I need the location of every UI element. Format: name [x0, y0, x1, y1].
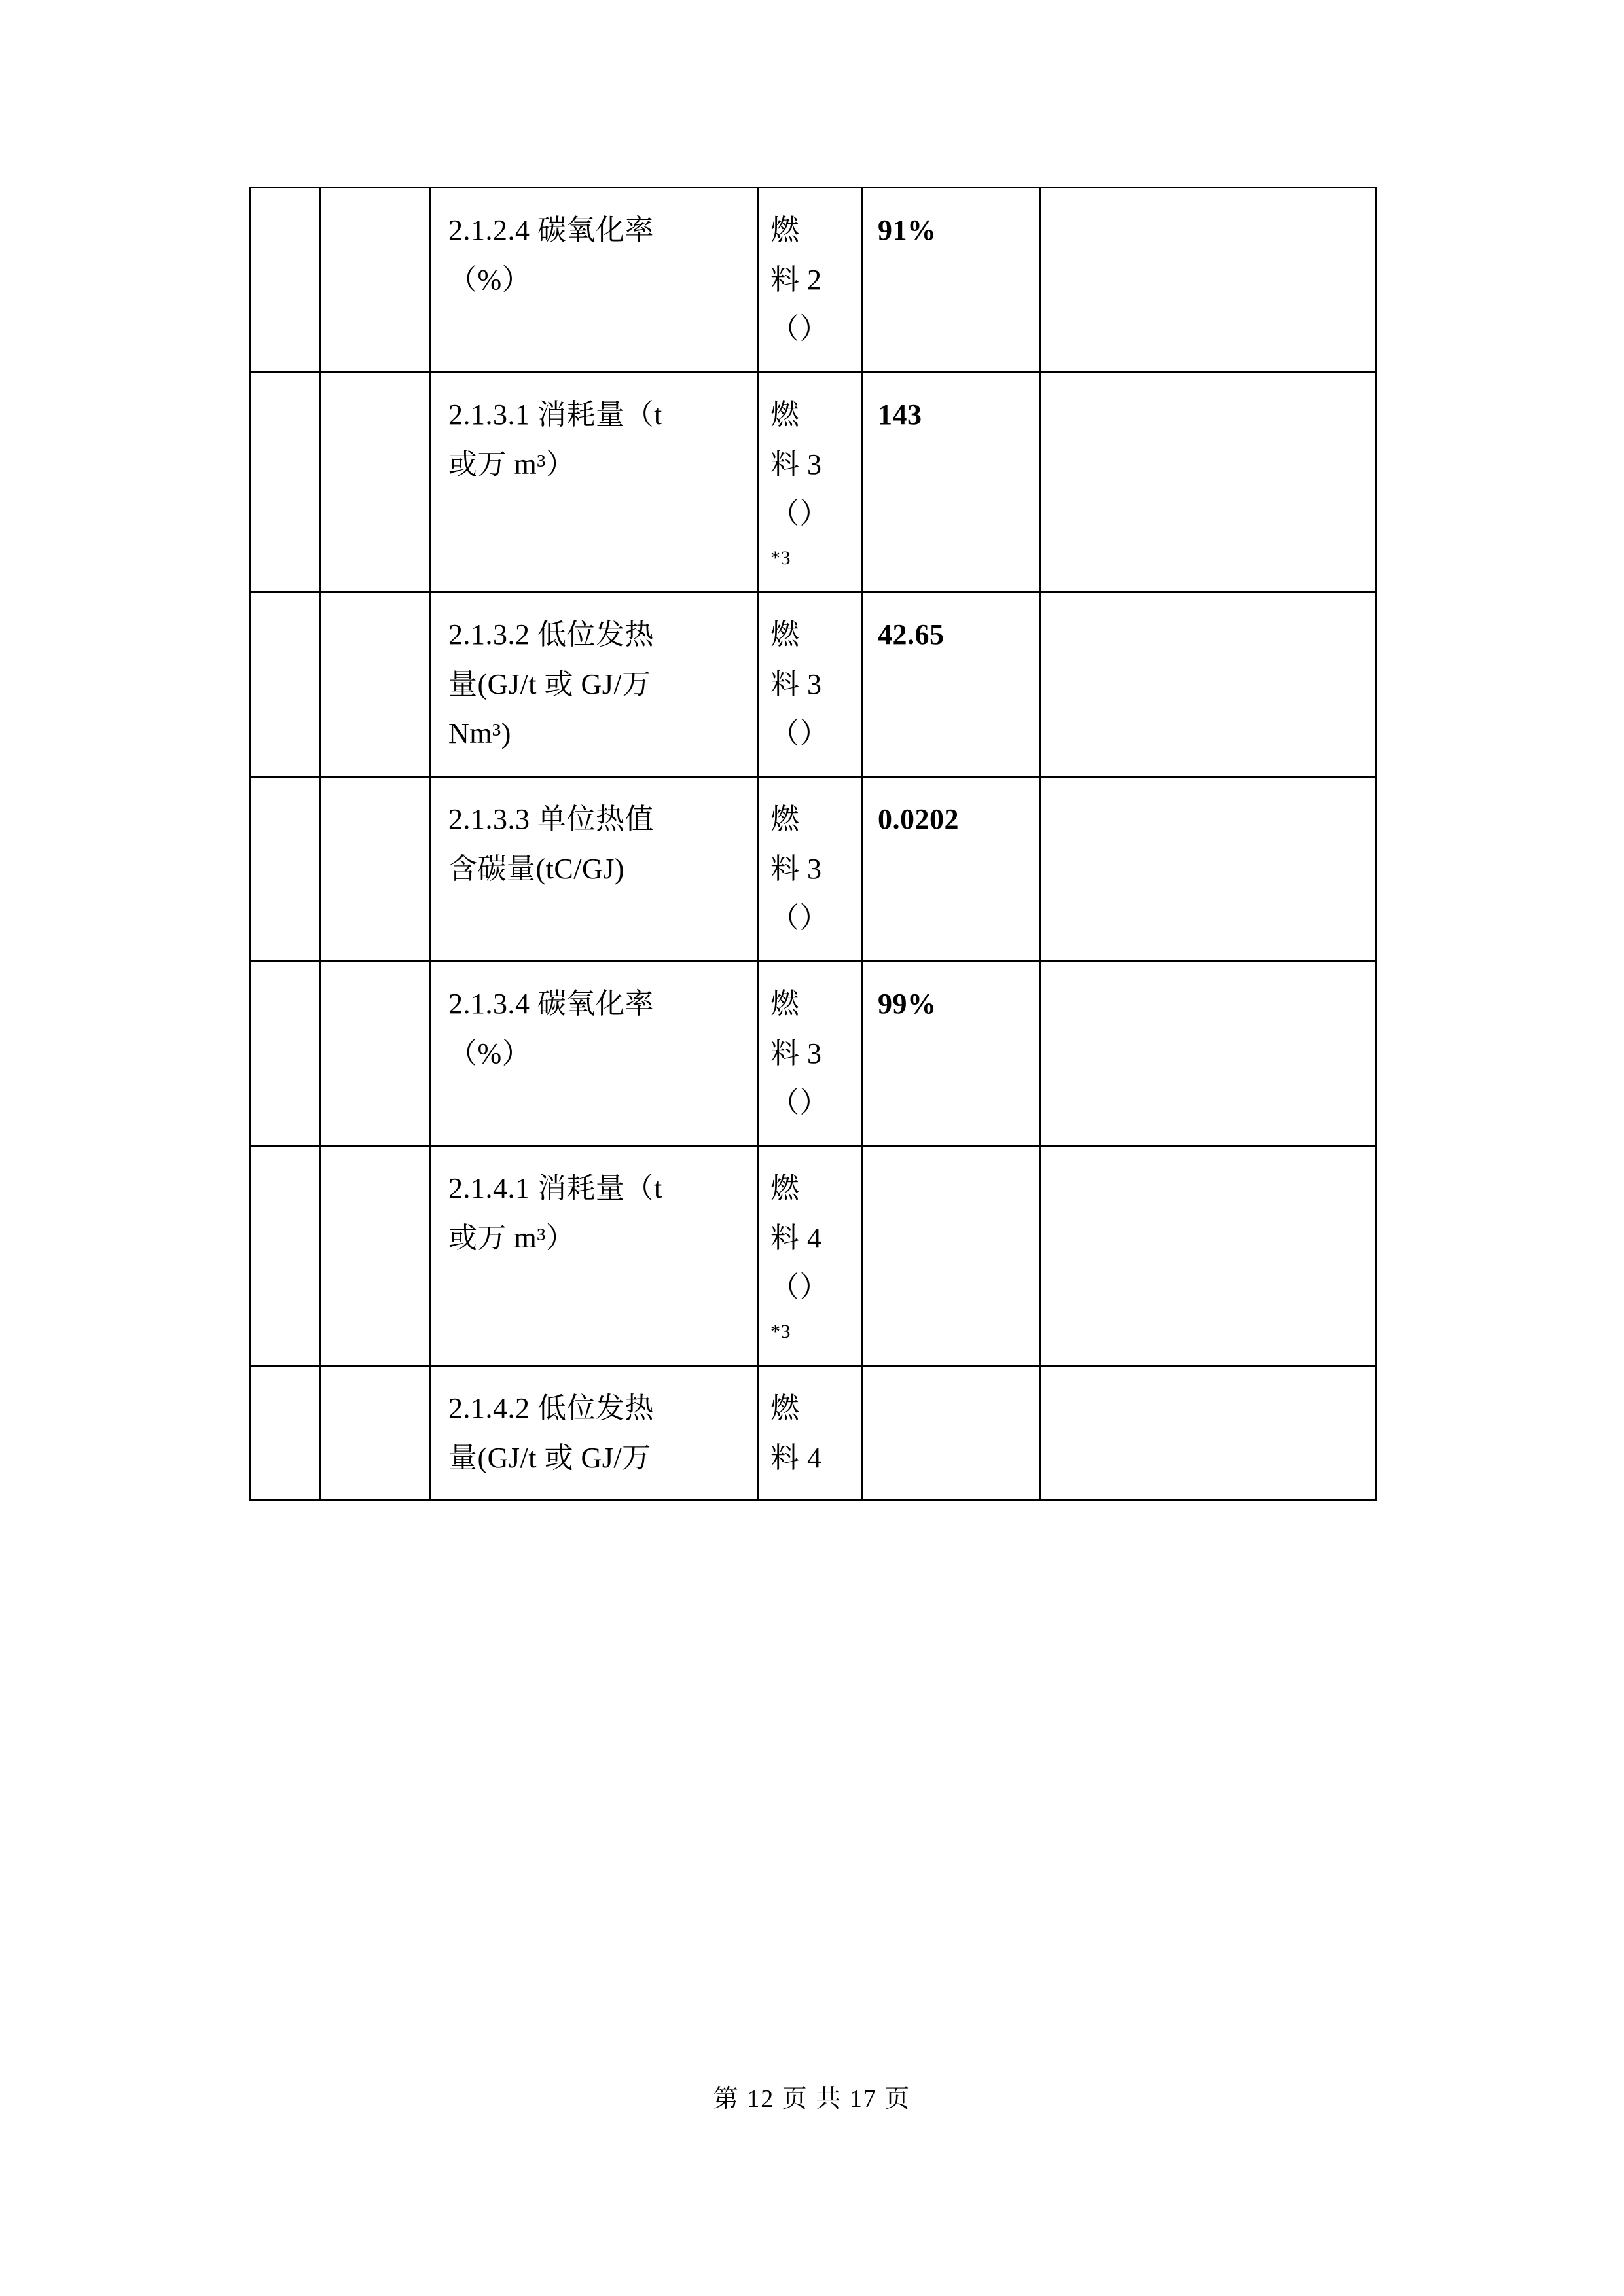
row-item-cell	[431, 961, 758, 1146]
fuel-line: 料 3	[770, 448, 822, 480]
row-remark-cell	[1041, 1146, 1376, 1366]
table-body	[250, 188, 1376, 1501]
row-index-cell	[250, 372, 321, 592]
row-value-cell	[863, 592, 1041, 777]
row-item-text	[431, 373, 757, 506]
item-line: 2.1.3.2 低位发热	[448, 619, 654, 651]
row-fuel-text	[759, 188, 861, 371]
fuel-line: 料 3	[770, 852, 822, 885]
fuel-line: （）	[770, 902, 829, 935]
row-fuel-text	[759, 1147, 861, 1365]
row-remark-text	[1041, 962, 1375, 996]
fuel-line: 料 3	[770, 1037, 822, 1069]
row-item-text	[431, 188, 757, 321]
item-line: 量(GJ/t 或 GJ/万	[448, 1441, 651, 1474]
row-category-cell	[321, 592, 431, 777]
row-value-cell	[863, 961, 1041, 1146]
row-remark-cell	[1041, 372, 1376, 592]
row-item-text	[431, 1147, 757, 1280]
row-value-text: 99%	[878, 988, 937, 1020]
fuel-footnote: *3	[770, 547, 791, 569]
table-row	[250, 188, 1376, 372]
row-remark-text	[1041, 778, 1375, 812]
fuel-line: 燃	[770, 1392, 800, 1425]
row-item-cell	[431, 1146, 758, 1366]
row-remark-text	[1041, 1367, 1375, 1401]
row-category-text	[321, 1147, 429, 1181]
row-item-text	[431, 593, 757, 776]
row-value-cell	[863, 777, 1041, 961]
item-line: 2.1.4.2 低位发热	[448, 1392, 654, 1425]
row-remark-text	[1041, 1147, 1375, 1181]
row-item-text	[431, 778, 757, 910]
row-fuel-text	[759, 778, 861, 960]
fuel-line: 燃	[770, 399, 800, 431]
row-fuel-cell	[758, 777, 863, 961]
row-index-text	[251, 962, 319, 996]
row-item-text	[431, 962, 757, 1095]
item-line: 或万 m³）	[448, 1221, 575, 1254]
fuel-line: （）	[770, 1086, 829, 1119]
row-category-cell	[321, 1366, 431, 1501]
fuel-line: 燃	[770, 619, 800, 651]
row-category-cell	[321, 1146, 431, 1366]
fuel-line: （）	[770, 717, 829, 750]
table-row	[250, 372, 1376, 592]
row-remark-cell	[1041, 1366, 1376, 1501]
row-fuel-cell	[758, 961, 863, 1146]
row-value-text: 0.0202	[878, 803, 959, 836]
table-row	[250, 1146, 1376, 1366]
row-value-cell	[863, 372, 1041, 592]
row-index-cell	[250, 592, 321, 777]
row-index-cell	[250, 961, 321, 1146]
row-value-text	[863, 1147, 1039, 1181]
row-value-cell	[863, 188, 1041, 372]
table-row	[250, 777, 1376, 961]
row-fuel-text	[759, 373, 861, 591]
row-remark-text	[1041, 188, 1375, 223]
row-item-cell	[431, 188, 758, 372]
item-line: 或万 m³）	[448, 448, 575, 480]
fuel-line: （）	[770, 497, 829, 530]
row-remark-cell	[1041, 188, 1376, 372]
item-line: （%）	[448, 1037, 532, 1069]
row-remark-cell	[1041, 777, 1376, 961]
row-fuel-cell	[758, 1146, 863, 1366]
row-category-text	[321, 373, 429, 407]
row-category-text	[321, 593, 429, 627]
row-index-cell	[250, 777, 321, 961]
fuel-line: 料 3	[770, 668, 822, 700]
item-line: 含碳量(tC/GJ)	[448, 852, 624, 885]
row-item-cell	[431, 777, 758, 961]
row-index-text	[251, 1367, 319, 1401]
row-item-text	[431, 1367, 757, 1499]
fuel-line: （）	[770, 313, 829, 346]
row-category-text	[321, 778, 429, 812]
item-line: Nm³)	[448, 717, 511, 750]
row-fuel-cell	[758, 188, 863, 372]
row-remark-text	[1041, 373, 1375, 407]
row-fuel-text	[759, 962, 861, 1145]
row-remark-text	[1041, 593, 1375, 627]
item-line: 2.1.2.4 碳氧化率	[448, 214, 654, 246]
fuel-line: 料 2	[770, 263, 822, 296]
page-footer: 第 12 页 共 17 页	[713, 2085, 911, 2113]
row-remark-cell	[1041, 592, 1376, 777]
row-category-cell	[321, 777, 431, 961]
row-category-text	[321, 188, 429, 223]
row-item-cell	[431, 592, 758, 777]
row-item-cell	[431, 372, 758, 592]
item-line: 2.1.3.4 碳氧化率	[448, 988, 654, 1020]
row-fuel-text	[759, 1367, 861, 1499]
row-category-cell	[321, 372, 431, 592]
item-line: 2.1.3.3 单位热值	[448, 803, 654, 836]
row-value-text: 42.65	[878, 619, 945, 651]
row-fuel-cell	[758, 372, 863, 592]
row-fuel-cell	[758, 592, 863, 777]
fuel-line: 燃	[770, 214, 800, 246]
row-value-text: 91%	[878, 214, 937, 246]
row-fuel-text	[759, 593, 861, 776]
row-category-cell	[321, 961, 431, 1146]
fuel-line: （）	[770, 1271, 829, 1304]
row-value-text: 143	[878, 399, 922, 431]
row-value-text	[863, 1367, 1039, 1401]
fuel-line: 料 4	[770, 1221, 822, 1254]
row-category-text	[321, 1367, 429, 1401]
row-index-text	[251, 188, 319, 223]
item-line: 2.1.4.1 消耗量（t	[448, 1172, 662, 1205]
row-value-cell	[863, 1366, 1041, 1501]
table-row	[250, 592, 1376, 777]
fuel-line: 料 4	[770, 1441, 822, 1474]
item-line: 2.1.3.1 消耗量（t	[448, 399, 662, 431]
row-fuel-cell	[758, 1366, 863, 1501]
table-row	[250, 1366, 1376, 1501]
row-index-text	[251, 373, 319, 407]
row-category-text	[321, 962, 429, 996]
fuel-footnote: *3	[770, 1321, 791, 1343]
row-value-cell	[863, 1146, 1041, 1366]
table-row	[250, 961, 1376, 1146]
fuel-line: 燃	[770, 988, 800, 1020]
emissions-parameter-table	[249, 187, 1377, 1501]
row-index-text	[251, 593, 319, 627]
item-line: （%）	[448, 263, 532, 296]
row-category-cell	[321, 188, 431, 372]
row-index-text	[251, 778, 319, 812]
row-remark-cell	[1041, 961, 1376, 1146]
item-line: 量(GJ/t 或 GJ/万	[448, 668, 651, 700]
row-index-text	[251, 1147, 319, 1181]
row-index-cell	[250, 188, 321, 372]
row-item-cell	[431, 1366, 758, 1501]
fuel-line: 燃	[770, 803, 800, 836]
row-index-cell	[250, 1146, 321, 1366]
row-index-cell	[250, 1366, 321, 1501]
fuel-line: 燃	[770, 1172, 800, 1205]
